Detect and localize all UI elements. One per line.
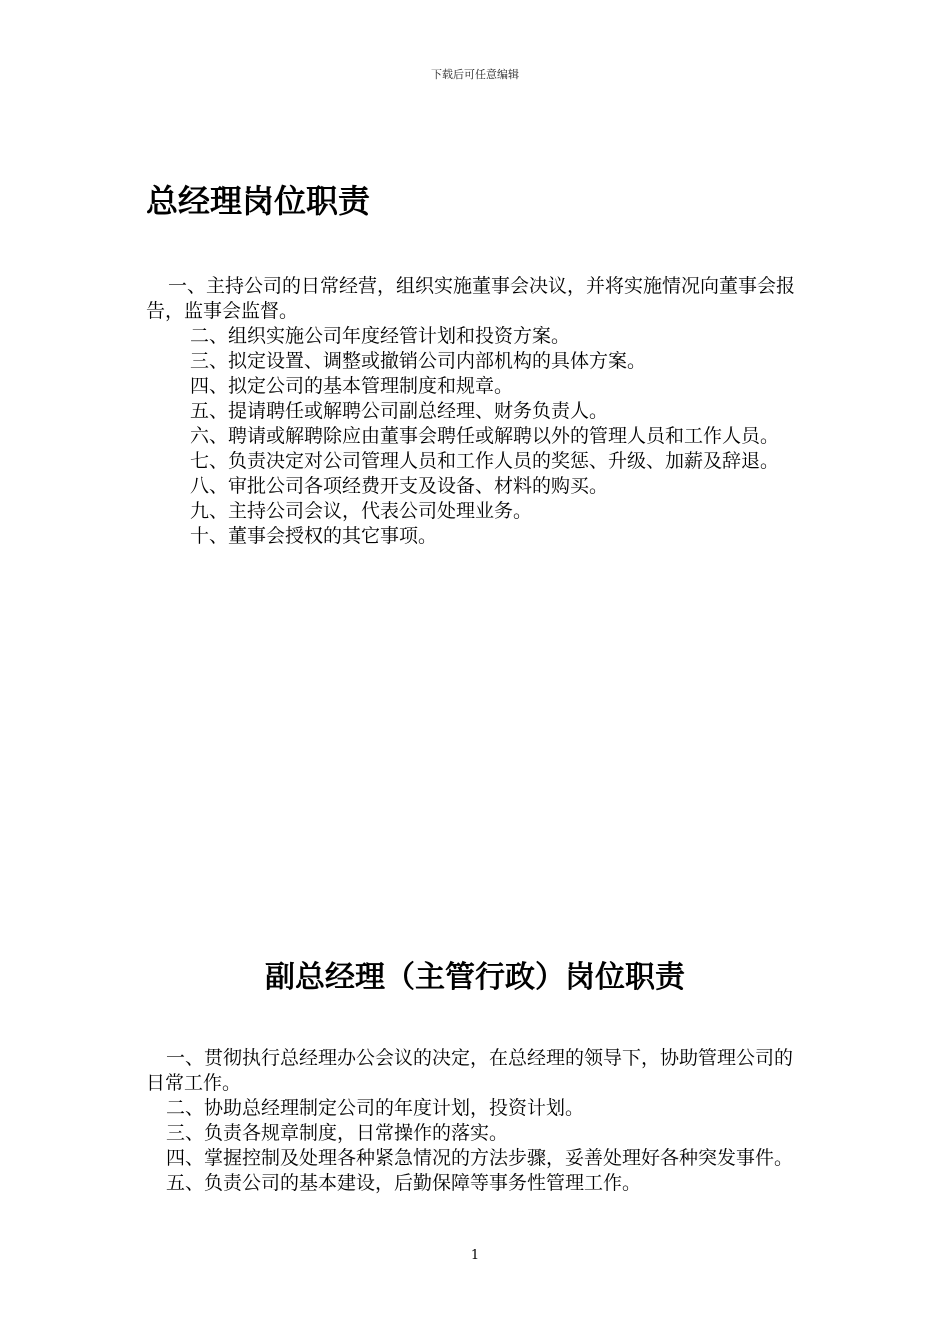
duty-item: 一、贯彻执行总经理办公会议的决定，在总经理的领导下，协助管理公司的日常工作。	[146, 1047, 794, 1094]
section-title-general-manager: 总经理岗位职责	[146, 182, 371, 220]
duty-item: 四、拟定公司的基本管理制度和规章。	[190, 375, 514, 397]
duty-item: 八、审批公司各项经费开支及设备、材料的购买。	[190, 475, 609, 497]
duty-item: 五、负责公司的基本建设，后勤保障等事务性管理工作。	[166, 1172, 642, 1194]
duty-item: 七、负责决定对公司管理人员和工作人员的奖惩、升级、加薪及辞退。	[190, 450, 780, 472]
duty-item: 九、主持公司会议，代表公司处理业务。	[190, 500, 533, 522]
duty-item: 一、主持公司的日常经营，组织实施董事会决议，并将实施情况向董事会报告，监事会监督。	[146, 275, 796, 322]
duty-item: 六、聘请或解聘除应由董事会聘任或解聘以外的管理人员和工作人员。	[190, 425, 780, 447]
section-title-deputy-manager: 副总经理（主管行政）岗位职责	[265, 960, 685, 995]
duty-item: 四、掌握控制及处理各种紧急情况的方法步骤，妥善处理好各种突发事件。	[166, 1147, 794, 1169]
duty-item: 二、组织实施公司年度经管计划和投资方案。	[190, 325, 571, 347]
general-manager-duties	[146, 274, 808, 549]
duty-item: 三、拟定设置、调整或撤销公司内部机构的具体方案。	[190, 350, 647, 372]
deputy-manager-duties	[146, 1046, 808, 1196]
page-number: 1	[470, 1248, 480, 1263]
duty-item: 十、董事会授权的其它事项。	[190, 525, 438, 547]
duty-item: 五、提请聘任或解聘公司副总经理、财务负责人。	[190, 400, 609, 422]
duty-item: 三、负责各规章制度，日常操作的落实。	[166, 1122, 509, 1144]
page-header: 下载后可任意编辑	[431, 68, 519, 81]
duty-item: 二、协助总经理制定公司的年度计划，投资计划。	[166, 1097, 585, 1119]
